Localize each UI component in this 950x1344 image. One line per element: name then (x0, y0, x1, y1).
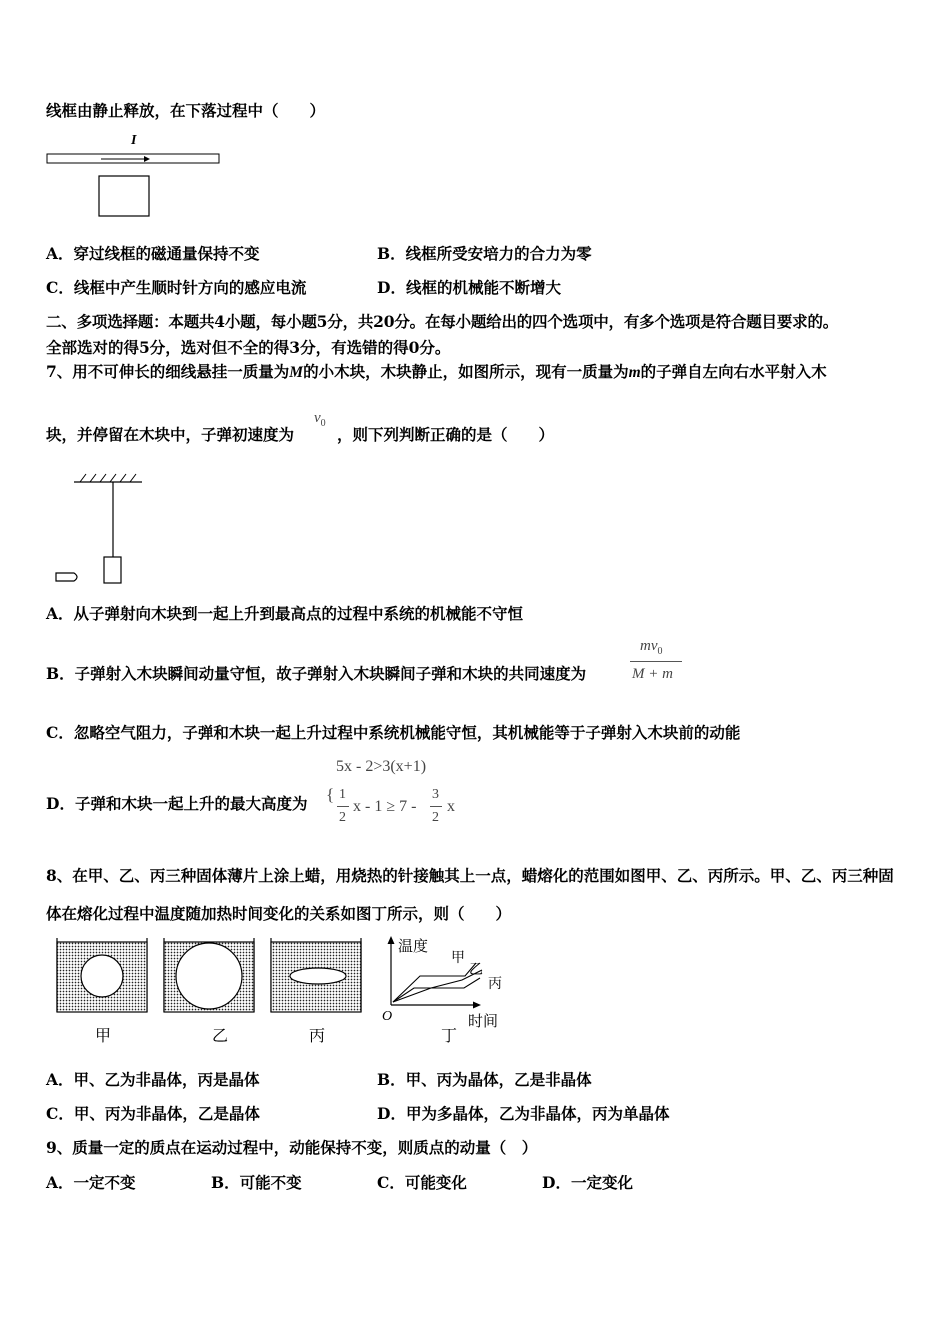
section2-line2: 全部选对的得5分，选对但不全的得3分，有选错的得0分。 (46, 338, 451, 357)
q7-d-half-denominator: 2 (339, 810, 346, 825)
q7-d-math-line1: 5x - 2>3(x+1) (336, 758, 427, 775)
q8-option-d: D．甲为多晶体，乙为非晶体，丙为单晶体 (377, 1104, 670, 1123)
q6-option-b: B．线框所受安培力的合力为零 (377, 244, 592, 263)
q8-option-b: B．甲、丙为晶体，乙是非晶体 (377, 1070, 592, 1089)
q7-d-32-denominator: 2 (432, 810, 439, 825)
q8-curve-jia (393, 963, 476, 1002)
q8-label-ding: 丁 (441, 1026, 458, 1045)
q8-curve-label-jia: 甲 (451, 950, 465, 966)
q9-stem: 9、质量一定的质点在运动过程中，动能保持不变，则质点的动量（ ） (46, 1138, 538, 1157)
q9-option-a: A．一定不变 (46, 1173, 136, 1192)
q6-stem-tail: 线框由静止释放，在下落过程中（ ） (46, 101, 326, 120)
q7-b-fraction-bar (630, 661, 682, 662)
q8-figure (50, 930, 520, 1050)
q7-d-32-numerator: 3 (432, 787, 439, 802)
q8-line2: 体在熔化过程中温度随加热时间变化的关系如图丁所示，则（ ） (46, 904, 512, 923)
q8-panel-jia (57, 938, 147, 1045)
q7-b-fraction-numerator: $mv_0$ (640, 638, 663, 657)
q7-line1-part1: 7、用不可伸长的细线悬挂一质量为 (46, 362, 290, 381)
q7-d-half-numerator: 1 (339, 787, 346, 802)
q6-option-d: D．线框的机械能不断增大 (377, 278, 561, 297)
q7-d-math-x: x (447, 798, 455, 815)
q7-line1-part3: 的子弹自左向右水平射入木 (640, 362, 827, 381)
q6-figure (46, 130, 226, 220)
section2-line1: 二、多项选择题：本题共4小题，每小题5分，共20分。在每小题给出的四个选项中，有多个选项是符合题目要求的。 (46, 312, 839, 331)
q8-label-yi: 乙 (212, 1026, 229, 1045)
q8-graph-ylabel: 温度 (398, 937, 429, 955)
q8-panel-bing (271, 938, 361, 1045)
q8-graph-origin: O (382, 1009, 393, 1024)
q7-symbol-m: m (628, 364, 641, 381)
q6-option-a: A．穿过线框的磁通量保持不变 (46, 244, 260, 263)
q9-option-d: D．一定变化 (542, 1173, 633, 1192)
q8-option-c: C．甲、丙为非晶体，乙是晶体 (46, 1104, 260, 1123)
q8-option-a: A．甲、乙为非晶体，丙是晶体 (46, 1070, 260, 1089)
q7-line2-part2: ，则下列判断正确的是（ ） (337, 425, 555, 444)
q7-d-half-bar (337, 806, 349, 807)
q8-line1: 8、在甲、乙、丙三种固体薄片上涂上蜡，用烧热的针接触其上一点，蜡熔化的范围如图甲、乙、丙所示。甲、乙、丙三种固 (46, 866, 894, 885)
q7-option-d: D．子弹和木块一起上升的最大高度为 (46, 794, 308, 813)
q7-b-fraction-denominator: M + m (632, 666, 673, 682)
q8-graph-ding (382, 936, 502, 1045)
q6-option-c: C．线框中产生顺时针方向的感应电流 (46, 278, 307, 297)
q8-label-jia: 甲 (95, 1026, 112, 1045)
q8-curve-label-bing: 丙 (488, 976, 502, 992)
q8-panel-yi (164, 938, 254, 1045)
q8-graph-xlabel: 时间 (468, 1012, 499, 1030)
q7-v0-symbol: $v_0$ (314, 410, 326, 429)
q7-option-c: C．忽略空气阻力，子弹和木块一起上升过程中系统机械能守恒，其机械能等于子弹射入木块前的动能 (46, 723, 741, 742)
q7-line1-part2: 的小木块，木块静止，如图所示，现有一质量为 (303, 362, 629, 381)
q7-line1 (46, 363, 827, 383)
q7-d-math-brace: { (326, 785, 335, 804)
q7-line2-part1: 块，并停留在木块中，子弹初速度为 (46, 425, 295, 444)
q6-current-label: I (131, 133, 137, 148)
q9-option-b: B．可能不变 (211, 1173, 302, 1192)
q9-option-c: C．可能变化 (377, 1173, 467, 1192)
q7-symbol-M: M (289, 364, 304, 381)
q7-option-b: B．子弹射入木块瞬间动量守恒，故子弹射入木块瞬间子弹和木块的共同速度为 (46, 664, 587, 683)
q7-d-math-line2: x - 1 ≥ 7 - (353, 798, 417, 815)
q8-curve-label-yi: 乙 (469, 962, 483, 978)
q7-pendulum-figure (52, 470, 152, 590)
q7-d-32-bar (430, 806, 442, 807)
q8-label-bing: 丙 (309, 1026, 326, 1045)
q7-option-a: A．从子弹射向木块到一起上升到最高点的过程中系统的机械能不守恒 (46, 604, 524, 623)
